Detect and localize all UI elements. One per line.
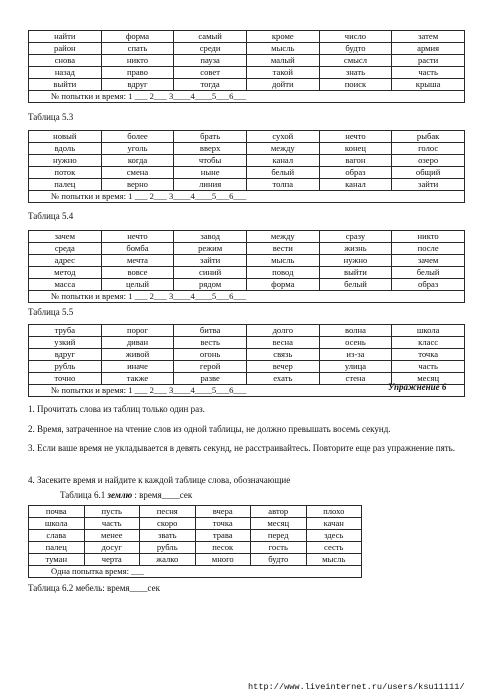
word-cell: сухой bbox=[246, 131, 319, 143]
word-cell: плохо bbox=[306, 506, 362, 518]
table-6-1-caption-prefix: Таблица 6.1 bbox=[60, 490, 108, 500]
word-cell: будто bbox=[251, 554, 307, 566]
table-row bbox=[29, 255, 465, 267]
word-cell: канал bbox=[319, 179, 392, 191]
word-cell: толпа bbox=[246, 179, 319, 191]
word-cell: рыбак bbox=[392, 131, 465, 143]
word-cell: зачем bbox=[392, 255, 465, 267]
word-cell: линия bbox=[174, 179, 247, 191]
word-cell: чтобы bbox=[174, 155, 247, 167]
word-cell: порог bbox=[101, 325, 174, 337]
word-cell: песня bbox=[140, 506, 196, 518]
word-cell: рядом bbox=[174, 279, 247, 291]
word-cell: брать bbox=[174, 131, 247, 143]
word-cell: снова bbox=[29, 55, 102, 67]
word-cell: смысл bbox=[319, 55, 392, 67]
word-cell: палец bbox=[29, 179, 102, 191]
word-cell: спать bbox=[101, 43, 174, 55]
word-cell: форма bbox=[246, 279, 319, 291]
word-cell: канал bbox=[246, 155, 319, 167]
word-cell: точка bbox=[195, 518, 251, 530]
word-cell: ныне bbox=[174, 167, 247, 179]
word-cell: нечто bbox=[319, 131, 392, 143]
table-row bbox=[29, 325, 465, 337]
attempt-time-footer: Одна попытка время: ___ bbox=[29, 566, 362, 578]
table-footer-row bbox=[29, 291, 465, 303]
word-cell: малый bbox=[246, 55, 319, 67]
word-cell: среда bbox=[29, 243, 102, 255]
word-cell: вдруг bbox=[101, 79, 174, 91]
word-cell: между bbox=[246, 143, 319, 155]
table-row bbox=[29, 518, 362, 530]
word-cell: верно bbox=[101, 179, 174, 191]
word-cell: палец bbox=[29, 542, 85, 554]
word-cell: долго bbox=[246, 325, 319, 337]
word-cell: слава bbox=[29, 530, 85, 542]
attempt-time-footer: № попытки и время: 1 ___ 2___ 3____4____5___6___ bbox=[29, 385, 465, 397]
table-6-2-caption: Таблица 6.2 мебель: время____сек bbox=[28, 583, 161, 593]
attempt-time-footer: № попытки и время: 1 ___ 2___ 3____4____5___6___ bbox=[29, 291, 465, 303]
attempt-time-footer: № попытки и время: 1 ___ 2___ 3____4____5___6___ bbox=[29, 91, 465, 103]
word-cell: среди bbox=[174, 43, 247, 55]
table-row bbox=[29, 31, 465, 43]
word-cell: часть bbox=[392, 361, 465, 373]
instruction-4: 4. Засеките время и найдите к каждой таблице слова, обозначающие bbox=[28, 475, 291, 485]
word-cell: завод bbox=[174, 231, 247, 243]
word-cell: образ bbox=[319, 167, 392, 179]
word-cell: общий bbox=[392, 167, 465, 179]
table-5-4-caption: Таблица 5.4 bbox=[28, 211, 74, 221]
word-cell: скоро bbox=[140, 518, 196, 530]
table-row bbox=[29, 179, 465, 191]
table-row bbox=[29, 243, 465, 255]
word-cell: автор bbox=[251, 506, 307, 518]
word-cell: весть bbox=[174, 337, 247, 349]
word-cell: поток bbox=[29, 167, 102, 179]
table-row bbox=[29, 361, 465, 373]
word-cell: образ bbox=[392, 279, 465, 291]
word-cell: улица bbox=[319, 361, 392, 373]
word-cell: звать bbox=[140, 530, 196, 542]
word-cell: выйти bbox=[319, 267, 392, 279]
word-cell: крыша bbox=[392, 79, 465, 91]
word-cell: также bbox=[101, 373, 174, 385]
word-cell: пауза bbox=[174, 55, 247, 67]
table-row bbox=[29, 530, 362, 542]
word-cell: досуг bbox=[84, 542, 140, 554]
word-table-1 bbox=[28, 30, 465, 103]
word-cell: мысль bbox=[246, 43, 319, 55]
table-row bbox=[29, 155, 465, 167]
word-cell: озеро bbox=[392, 155, 465, 167]
word-cell: черта bbox=[84, 554, 140, 566]
word-cell: бомба bbox=[101, 243, 174, 255]
word-cell: между bbox=[246, 231, 319, 243]
word-cell: такой bbox=[246, 67, 319, 79]
word-cell: месяц bbox=[251, 518, 307, 530]
word-cell: много bbox=[195, 554, 251, 566]
word-cell: смена bbox=[101, 167, 174, 179]
word-cell: жалко bbox=[140, 554, 196, 566]
word-cell: мысль bbox=[306, 554, 362, 566]
word-cell: весна bbox=[246, 337, 319, 349]
word-cell: будто bbox=[319, 43, 392, 55]
word-cell: армия bbox=[392, 43, 465, 55]
word-cell: трава bbox=[195, 530, 251, 542]
word-cell: вчера bbox=[195, 506, 251, 518]
word-cell: менее bbox=[84, 530, 140, 542]
word-cell: ехать bbox=[246, 373, 319, 385]
table-row bbox=[29, 506, 362, 518]
word-table-6-1 bbox=[28, 505, 362, 578]
instruction-1: 1. Прочитать слова из таблиц только один раз. bbox=[28, 404, 205, 414]
watermark-url: http://www.liveinternet.ru/users/ksu11111/ bbox=[248, 682, 465, 692]
word-cell: герой bbox=[174, 361, 247, 373]
word-cell: никто bbox=[392, 231, 465, 243]
word-cell: битва bbox=[174, 325, 247, 337]
table-row bbox=[29, 349, 465, 361]
word-cell: число bbox=[319, 31, 392, 43]
word-cell: вечер bbox=[246, 361, 319, 373]
word-cell: дойти bbox=[246, 79, 319, 91]
word-cell: вагон bbox=[319, 155, 392, 167]
word-cell: живой bbox=[101, 349, 174, 361]
word-cell: сесть bbox=[306, 542, 362, 554]
table-row bbox=[29, 55, 465, 67]
word-cell: разве bbox=[174, 373, 247, 385]
word-table-5-3 bbox=[28, 130, 465, 203]
word-cell: вести bbox=[246, 243, 319, 255]
word-cell: нужно bbox=[319, 255, 392, 267]
word-cell: уголь bbox=[101, 143, 174, 155]
word-cell: синий bbox=[174, 267, 247, 279]
word-cell: перед bbox=[251, 530, 307, 542]
word-cell: мечта bbox=[101, 255, 174, 267]
word-cell: связь bbox=[246, 349, 319, 361]
word-cell: стена bbox=[319, 373, 392, 385]
word-cell: поиск bbox=[319, 79, 392, 91]
word-cell: вдоль bbox=[29, 143, 102, 155]
word-cell: режим bbox=[174, 243, 247, 255]
word-cell: школа bbox=[29, 518, 85, 530]
word-cell: когда bbox=[101, 155, 174, 167]
word-cell: из-за bbox=[319, 349, 392, 361]
word-cell: часть bbox=[392, 67, 465, 79]
word-table-5-4 bbox=[28, 230, 465, 303]
word-cell: голос bbox=[392, 143, 465, 155]
word-cell: туман bbox=[29, 554, 85, 566]
table-row bbox=[29, 43, 465, 55]
word-cell: белый bbox=[319, 279, 392, 291]
word-cell: песок bbox=[195, 542, 251, 554]
word-cell: назад bbox=[29, 67, 102, 79]
word-cell: белый bbox=[392, 267, 465, 279]
word-cell: знать bbox=[319, 67, 392, 79]
word-cell: вдруг bbox=[29, 349, 102, 361]
word-cell: сразу bbox=[319, 231, 392, 243]
word-cell: после bbox=[392, 243, 465, 255]
table-footer-row bbox=[29, 191, 465, 203]
table-footer-row bbox=[29, 91, 465, 103]
word-cell: зайти bbox=[392, 179, 465, 191]
word-cell: волна bbox=[319, 325, 392, 337]
word-cell: рубль bbox=[140, 542, 196, 554]
word-cell: почва bbox=[29, 506, 85, 518]
word-cell: класс bbox=[392, 337, 465, 349]
word-cell: конец bbox=[319, 143, 392, 155]
word-cell: форма bbox=[101, 31, 174, 43]
table-row bbox=[29, 542, 362, 554]
word-cell: адрес bbox=[29, 255, 102, 267]
word-cell: совет bbox=[174, 67, 247, 79]
table-row bbox=[29, 231, 465, 243]
word-cell: качан bbox=[306, 518, 362, 530]
word-cell: пусть bbox=[84, 506, 140, 518]
attempt-time-footer: № попытки и время: 1 ___ 2___ 3____4____5___6___ bbox=[29, 191, 465, 203]
table-row bbox=[29, 79, 465, 91]
word-cell: право bbox=[101, 67, 174, 79]
word-cell: узкий bbox=[29, 337, 102, 349]
word-cell: повод bbox=[246, 267, 319, 279]
word-cell: более bbox=[101, 131, 174, 143]
word-cell: жизнь bbox=[319, 243, 392, 255]
word-cell: зачем bbox=[29, 231, 102, 243]
table-row bbox=[29, 554, 362, 566]
word-cell: труба bbox=[29, 325, 102, 337]
word-cell: тогда bbox=[174, 79, 247, 91]
word-cell: диван bbox=[101, 337, 174, 349]
table-row bbox=[29, 143, 465, 155]
table-5-5-caption: Таблица 5.5 bbox=[28, 307, 74, 317]
word-cell: вовсе bbox=[101, 267, 174, 279]
table-5-3-caption: Таблица 5.3 bbox=[28, 112, 74, 122]
word-cell: месяц bbox=[392, 373, 465, 385]
word-cell: огонь bbox=[174, 349, 247, 361]
word-cell: здесь bbox=[306, 530, 362, 542]
word-cell: нужно bbox=[29, 155, 102, 167]
word-cell: зайти bbox=[174, 255, 247, 267]
word-cell: район bbox=[29, 43, 102, 55]
table-footer-row bbox=[29, 566, 362, 578]
word-cell: никто bbox=[101, 55, 174, 67]
table-row bbox=[29, 131, 465, 143]
word-cell: кроме bbox=[246, 31, 319, 43]
table-6-1-caption bbox=[60, 490, 192, 500]
word-cell: целый bbox=[101, 279, 174, 291]
instruction-3: 3. Если ваше время не укладывается в девять секунд, не расстраивайтесь. Повторите еще раз упражнение пять. bbox=[28, 443, 455, 453]
word-cell: найти bbox=[29, 31, 102, 43]
exercise-6-label: Упражнение 6 bbox=[388, 382, 447, 392]
word-cell: новый bbox=[29, 131, 102, 143]
word-cell: школа bbox=[392, 325, 465, 337]
instruction-2: 2. Время, затраченное на чтение слов из одной таблицы, не должно превышать восемь секунд. bbox=[28, 424, 391, 434]
word-cell: расти bbox=[392, 55, 465, 67]
word-cell: рубль bbox=[29, 361, 102, 373]
word-cell: часть bbox=[84, 518, 140, 530]
table-row bbox=[29, 337, 465, 349]
table-row bbox=[29, 279, 465, 291]
word-cell: метод bbox=[29, 267, 102, 279]
word-cell: масса bbox=[29, 279, 102, 291]
word-cell: самый bbox=[174, 31, 247, 43]
word-cell: белый bbox=[246, 167, 319, 179]
table-row bbox=[29, 67, 465, 79]
word-cell: выйти bbox=[29, 79, 102, 91]
table-row bbox=[29, 267, 465, 279]
table-row bbox=[29, 167, 465, 179]
word-cell: вверх bbox=[174, 143, 247, 155]
word-cell: точно bbox=[29, 373, 102, 385]
table-6-1-caption-word: землю bbox=[107, 490, 133, 500]
word-cell: осень bbox=[319, 337, 392, 349]
word-cell: мысль bbox=[246, 255, 319, 267]
word-cell: нечто bbox=[101, 231, 174, 243]
word-cell: точка bbox=[392, 349, 465, 361]
word-cell: иначе bbox=[101, 361, 174, 373]
word-cell: гость bbox=[251, 542, 307, 554]
word-cell: затем bbox=[392, 31, 465, 43]
table-6-1-caption-suffix: : время____сек bbox=[132, 490, 193, 500]
